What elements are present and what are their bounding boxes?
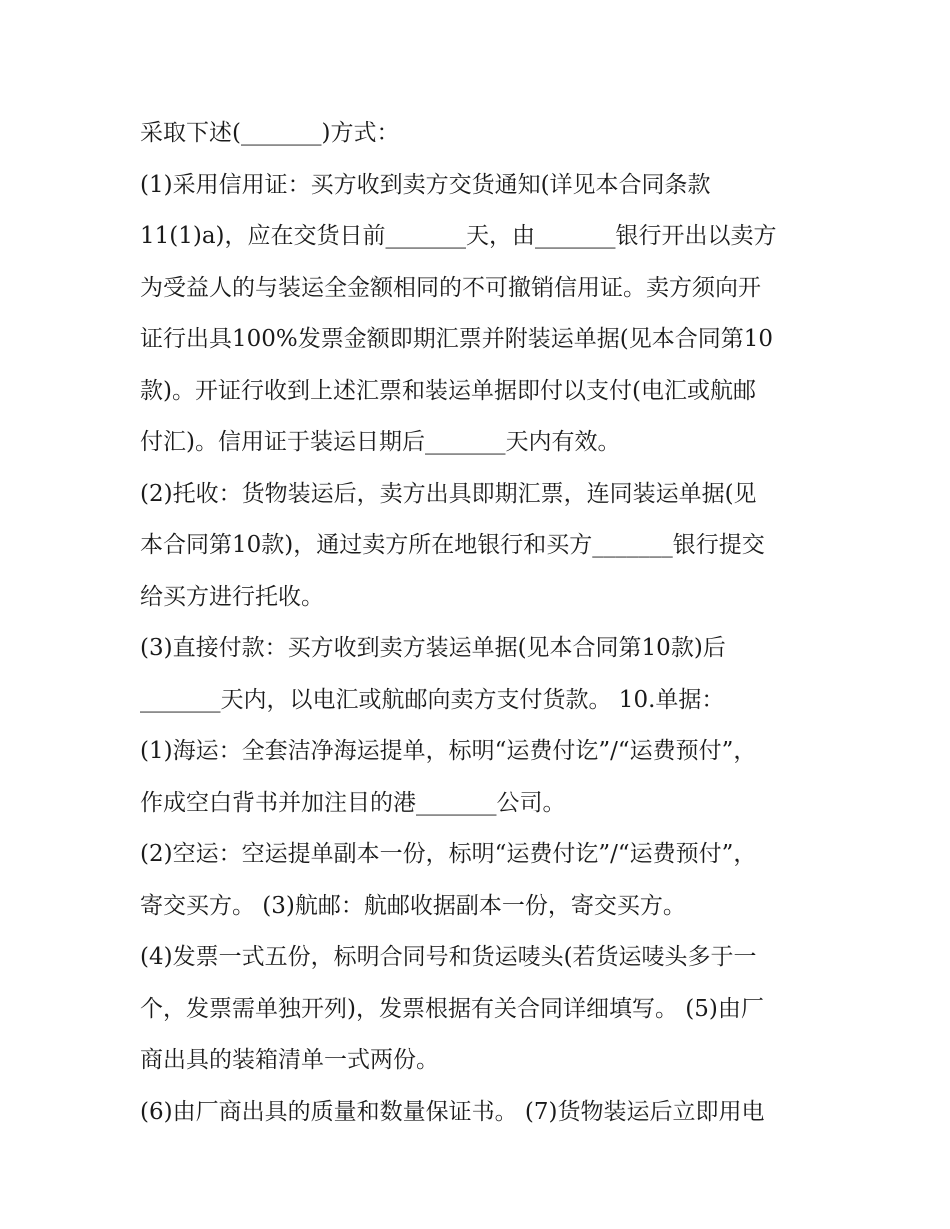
text-line: 给买方进行托收。 [140,583,324,610]
text-line: 11(1)a)，应在交货日前_______天，由_______银行开出以卖方 [140,223,777,249]
document-body [140,108,812,1138]
text-line: (3)直接付款：买方收到卖方装运单据(见本合同第10款)后 [140,635,726,661]
text-line: 证行出具100%发票金额即期汇票并附装运单据(见本合同第10 [140,326,773,352]
text-line: 款)。开证行收到上述汇票和装运单据即付以支付(电汇或航邮 [140,377,756,404]
text-line: 寄交买方。 (3)航邮：航邮收据副本一份，寄交买方。 [140,892,686,919]
text-line: _______天内，以电汇或航邮向卖方支付货款。 10.单据： [140,686,725,713]
text-line: 为受益人的与装运全金额相同的不可撤销信用证。卖方须向开 [140,274,761,301]
text-line: (1)海运：全套洁净海运提单，标明“运费付讫”/“运费预付”， [140,738,757,764]
text-line: 商出具的装箱清单一式两份。 [140,1047,439,1073]
text-line: 作成空白背书并加注目的港_______公司。 [140,789,566,816]
text-line: (6)由厂商出具的质量和数量保证书。 (7)货物装运后立即用电 [140,1098,765,1125]
text-line: (1)采用信用证：买方收到卖方交货通知(详见本合同条款 [140,171,711,198]
text-line: 个，发票需单独开列)，发票根据有关合同详细填写。 (5)由厂 [140,995,764,1022]
text-line: 付汇)。信用证于装运日期后_______天内有效。 [140,429,621,455]
text-line: (4)发票一式五份，标明合同号和货运唛头(若货运唛头多于一 [140,944,757,970]
text-line: (2)空运：空运提单副本一份，标明“运费付讫”/“运费预付”， [140,841,757,867]
text-line: 本合同第10款)，通过卖方所在地银行和买方_______银行提交 [140,532,765,558]
text-line: 采取下述(_______)方式： [140,120,400,146]
text-line: (2)托收：货物装运后，卖方出具即期汇票，连同装运单据(见 [140,480,757,507]
